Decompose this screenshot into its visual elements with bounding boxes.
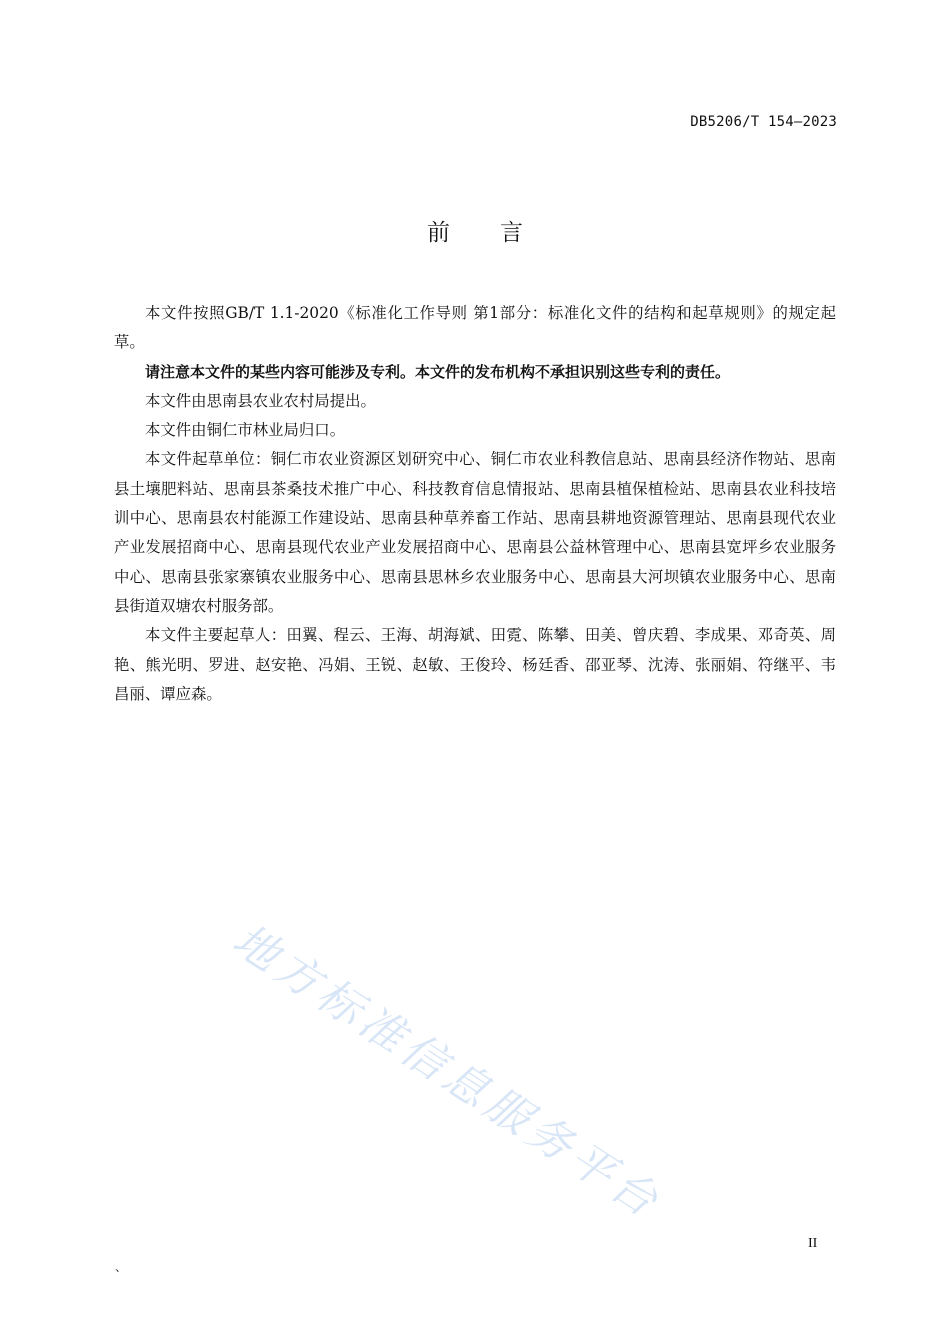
watermark-text: 地方标准信息服务平台 [223, 914, 671, 1230]
title-char-1: 前 [427, 220, 450, 246]
paragraph-drafters: 本文件主要起草人：田翼、程云、王海、胡海斌、田霓、陈攀、田美、曾庆碧、李成果、邓奇英、周艳、熊光明、罗进、赵安艳、冯娟、王锐、赵敏、王俊玲、杨廷香、邵亚琴、沈涛、张丽娟、符继平、韦昌丽、谭应森。 [114, 626, 836, 703]
paragraph-drafting-rules: 本文件按照GB/T 1.1-2020《标准化工作导则 第1部分：标准化文件的结构和起草规则》的规定起草。 [114, 304, 836, 352]
document-code: DB5206/T 154—2023 [690, 114, 837, 130]
paragraph-proposed-by: 本文件由思南县农业农村局提出。 [145, 391, 376, 410]
paragraph-drafting-units: 本文件起草单位：铜仁市农业资源区划研究中心、铜仁市农业科教信息站、思南县经济作物站、思南县土壤肥料站、思南县茶桑技术推广中心、科技教育信息情报站、思南县植保植检站、思南县农业科技培训中心、思南县农村能源工作建设站、思南县种草养畜工作站、思南县耕地资源管理站、思南县现代农业产业发展招商中心、思南县现代农业产业发展招商中心、思南县公益林管理中心、思南县宽坪乡农业服务中心、思南县张家寨镇农业服务中心、思南县思林乡农业服务中心、思南县大河坝镇农业服务中心、思南县街道双塘农村服务部。 [114, 450, 836, 615]
paragraph-patent-notice: 请注意本文件的某些内容可能涉及专利。本文件的发布机构不承担识别这些专利的责任。 [145, 362, 731, 381]
page-number: II [808, 1236, 818, 1251]
title-char-2: 言 [500, 220, 523, 246]
paragraph-administered-by: 本文件由铜仁市林业局归口。 [145, 421, 346, 440]
page-title [0, 214, 950, 247]
stray-punctuation-mark: 、 [115, 1260, 128, 1274]
foreword-body [114, 299, 836, 709]
